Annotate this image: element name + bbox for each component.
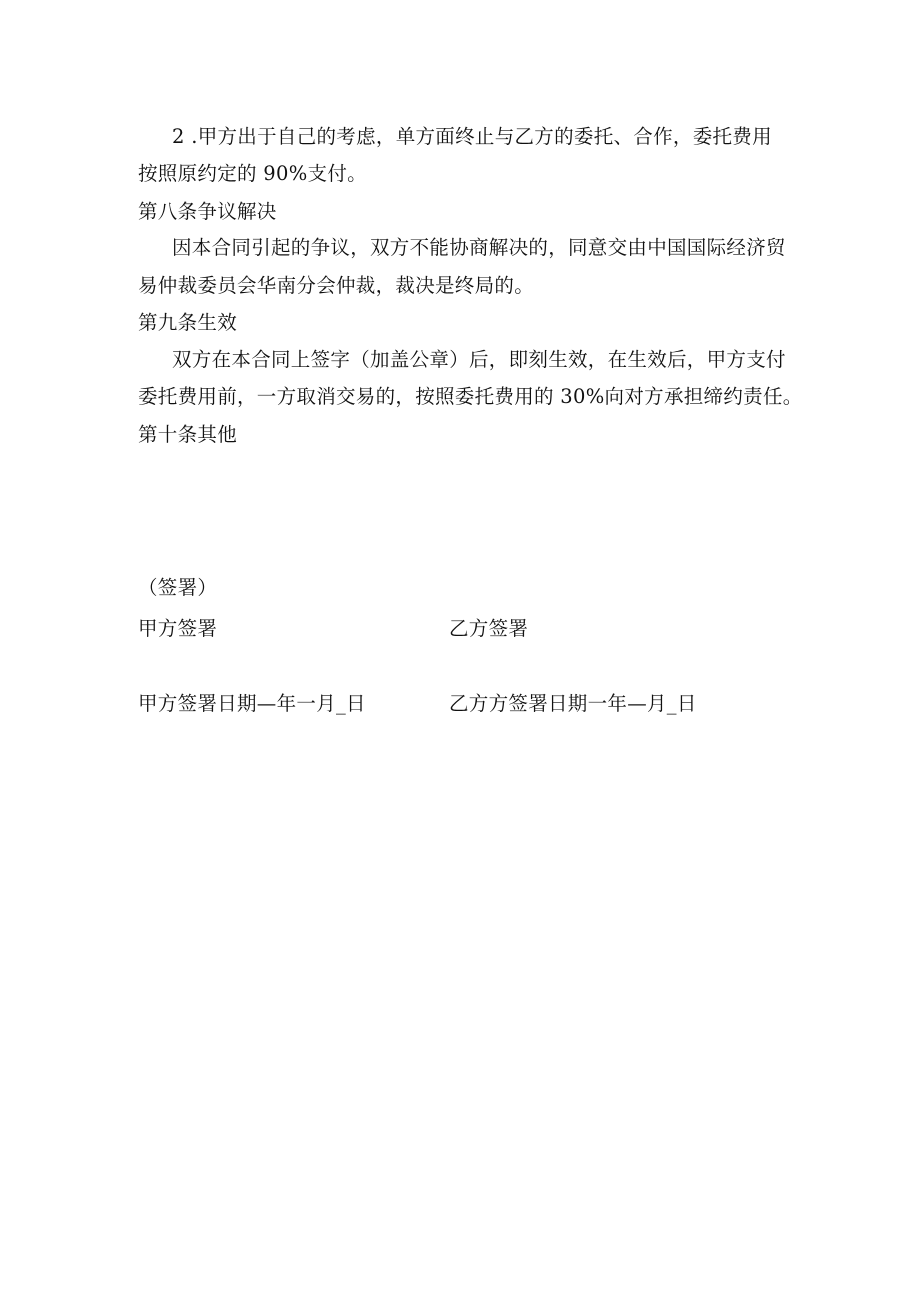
party-b-signature-date: 乙方方签署日期一年—月_日 <box>449 692 697 715</box>
party-a-signature-label: 甲方签署 <box>138 617 218 640</box>
party-b-signature-label: 乙方签署 <box>449 617 529 640</box>
clause9-heading: 第九条生效 <box>138 311 238 334</box>
clause8-heading: 第八条争议解决 <box>138 200 277 223</box>
clause10-heading: 第十条其他 <box>138 423 238 446</box>
signature-section-label: （签署） <box>138 576 218 599</box>
clause7-item2-line1: 2 .甲方出于自己的考虑，单方面终止与乙方的委托、合作，委托费用 <box>172 125 772 148</box>
clause8-line2: 易仲裁委员会华南分会仲裁，裁决是终局的。 <box>138 274 535 297</box>
clause9-line1: 双方在本合同上签字（加盖公章）后，即刻生效，在生效后，甲方支付 <box>172 348 786 371</box>
party-a-signature-date: 甲方签署日期—年一月_日 <box>138 692 366 715</box>
clause7-item2-line2: 按照原约定的 90%支付。 <box>138 162 367 185</box>
clause9-line2: 委托费用前，一方取消交易的，按照委托费用的 30%向对方承担缔约责任。 <box>138 385 803 408</box>
clause8-line1: 因本合同引起的争议，双方不能协商解决的，同意交由中国国际经济贸 <box>172 236 786 259</box>
